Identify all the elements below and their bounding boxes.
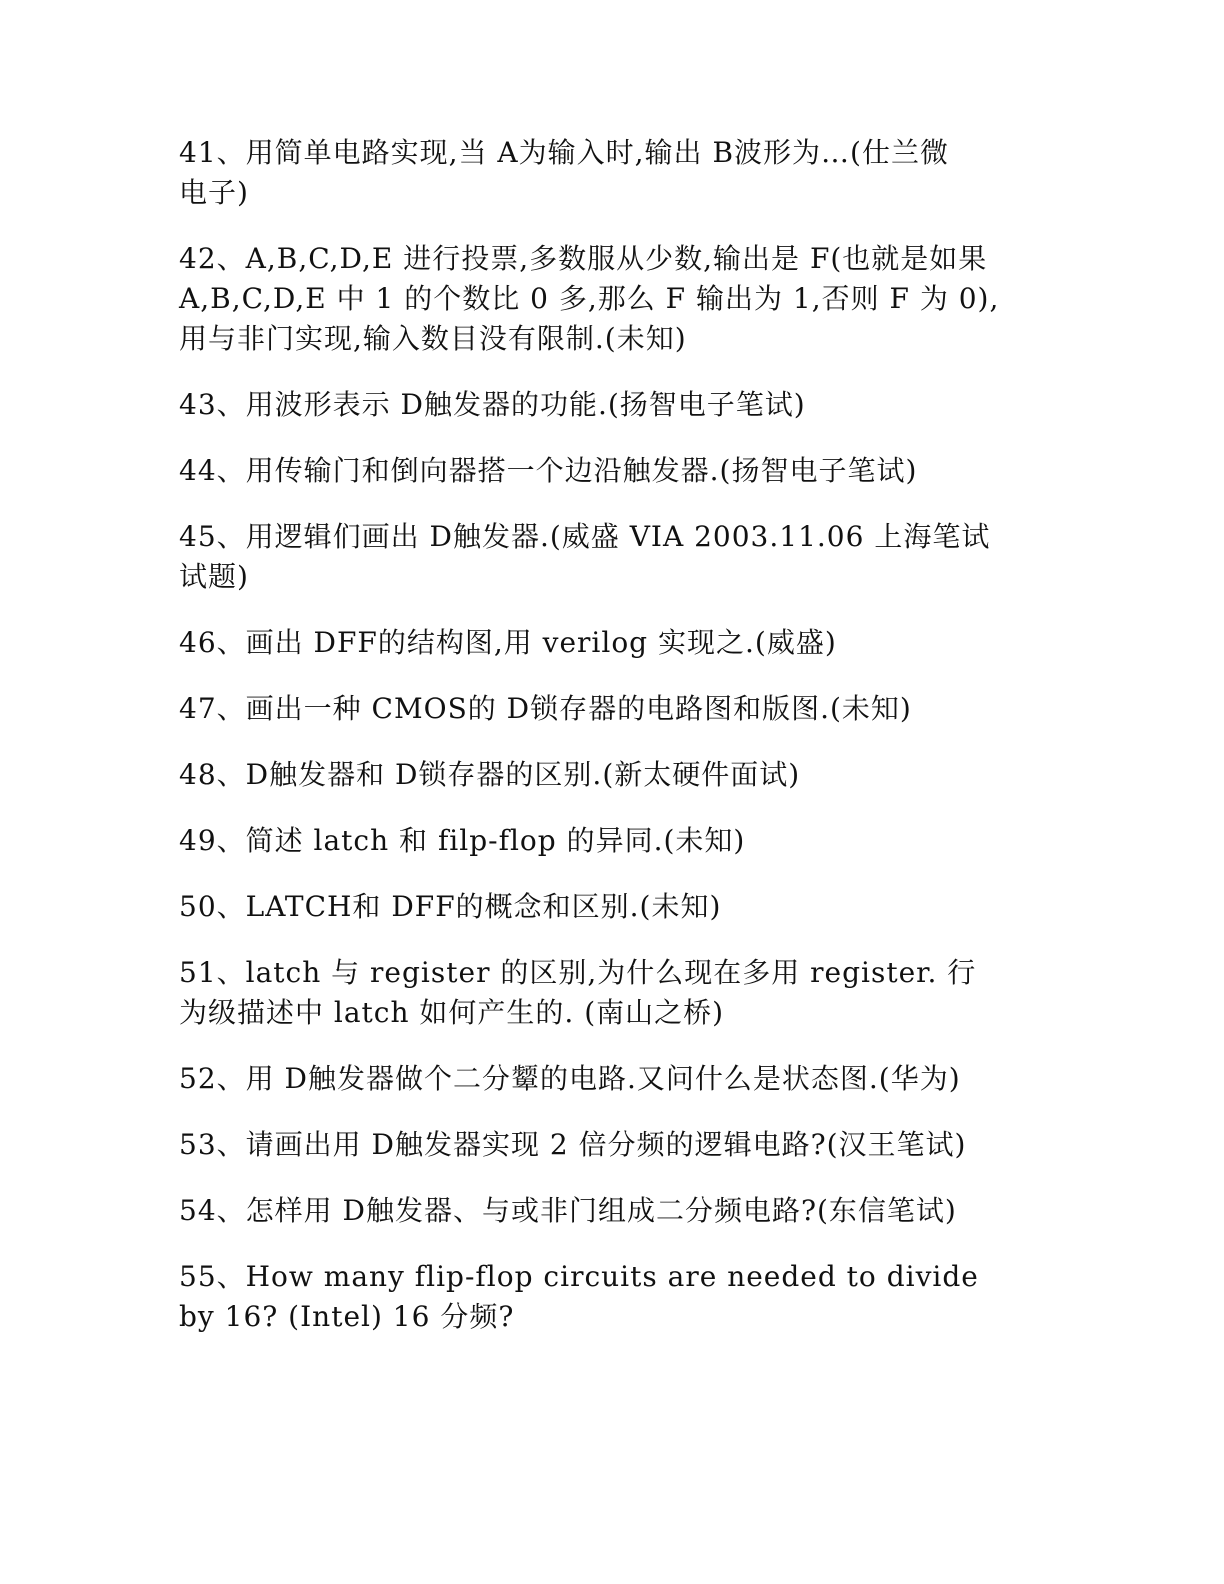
- question-52: 52、用 D触发器做个二分颦的电路.又问什么是状态图.(华为): [179, 1062, 961, 1095]
- question-55: 55、How many flip-flop circuits are needed to divide by 16? (Intel) 16 分频?: [179, 1260, 979, 1333]
- question-47: 47、画出一种 CMOS的 D锁存器的电路图和版图.(未知): [179, 692, 912, 725]
- question-46: 46、画出 DFF的结构图,用 verilog 实现之.(威盛): [179, 626, 837, 659]
- question-45: 45、用逻辑们画出 D触发器.(威盛 VIA 2003.11.06 上海笔试 试题): [179, 520, 991, 593]
- question-49: 49、简述 latch 和 filp-flop 的异同.(未知): [179, 824, 746, 857]
- question-50: 50、LATCH和 DFF的概念和区别.(未知): [179, 890, 722, 923]
- question-48: 48、D触发器和 D锁存器的区别.(新太硬件面试): [179, 758, 801, 791]
- question-51: 51、latch 与 register 的区别,为什么现在多用 register. 行 为级描述中 latch 如何产生的. (南山之桥): [179, 956, 977, 1029]
- question-42: 42、A,B,C,D,E 进行投票,多数服从少数,输出是 F(也就是如果 A,B,C,D,E 中 1 的个数比 0 多,那么 F 输出为 1,否则 F 为 0), 用与非门实现,输入数目没有限制.(未知): [179, 242, 1000, 355]
- question-list: [179, 133, 1049, 1363]
- question-43: 43、用波形表示 D触发器的功能.(扬智电子笔试): [179, 388, 806, 421]
- question-54: 54、怎样用 D触发器、与或非门组成二分频电路?(东信笔试): [179, 1194, 957, 1227]
- question-53: 53、请画出用 D触发器实现 2 倍分频的逻辑电路?(汉王笔试): [179, 1128, 967, 1161]
- question-44: 44、用传输门和倒向器搭一个边沿触发器.(扬智电子笔试): [179, 454, 918, 487]
- question-41: 41、用简单电路实现,当 A为输入时,输出 B波形为…(仕兰微 电子): [179, 136, 949, 209]
